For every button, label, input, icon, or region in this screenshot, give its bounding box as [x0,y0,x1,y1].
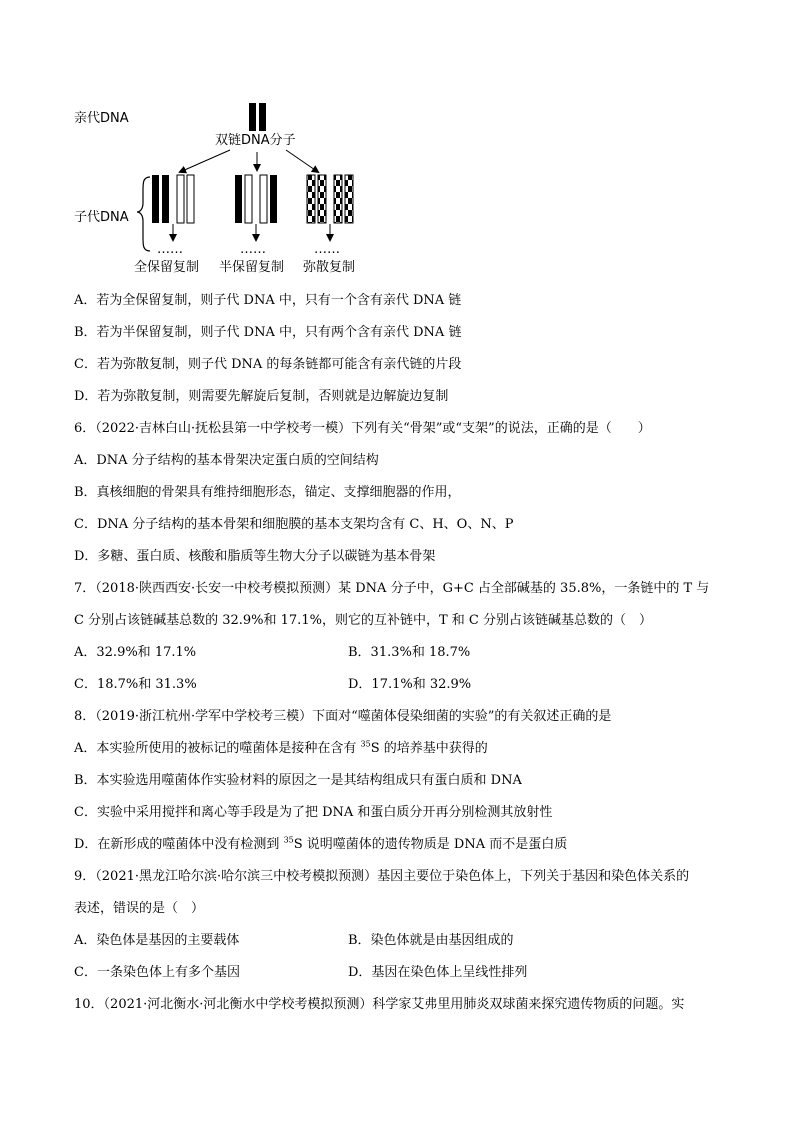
q9-stem-line2: 表述，错误的是（ ） [74,901,205,916]
dna-replication-diagram [0,0,794,290]
q9-option-a: A．染色体是基因的主要载体 [74,933,240,948]
full-conservative-label: 全保留复制 [134,260,200,275]
q8-option-a-text: A．本实验所使用的被标记的噬菌体是接种在含有 [74,741,361,756]
q7-stem-line2: C 分别占该链碱基总数的 32.9%和 17.1%，则它的互补链中，T 和 C 分别占该链碱基总数的（ ） [74,613,652,628]
q6-option-d: D．多糖、蛋白质、核酸和脂质等生物大分子以碳链为基本骨架 [74,549,436,564]
brace-icon [137,177,150,251]
arrow-to-full [180,150,230,172]
q8-option-d [74,836,567,854]
q10-stem-line1: 10．（2021·河北衡水·河北衡水中学校考模拟预测）科学家艾弗里用肺炎双球菌来探究遗传物质的问题。实 [74,997,685,1012]
q7-stem-line1: 7．（2018·陕西西安·长安一中校考模拟预测）某 DNA 分子中，G+C 占全部碱基的 35.8%，一条链中的 T 与 [74,581,710,596]
q8-option-d-text-end: S 说明噬菌体的遗传物质是 DNA 而不是蛋白质 [293,837,568,852]
isotope-superscript: 35 [360,739,371,749]
q8-stem: 8．（2019·浙江杭州·学军中学校考三模）下面对“噬菌体侵染细菌的实验”的有关叙述正确的是 [74,709,612,724]
q8-option-c: C．实验中采用搅拌和离心等手段是为了把 DNA 和蛋白质分开再分别检测其放射性 [74,805,553,820]
ellipsis-semi: …… [240,242,266,257]
q5-option-b: B．若为半保留复制，则子代 DNA 中，只有两个含有亲代 DNA 链 [74,325,462,340]
q6-stem: 6．（2022·吉林白山·抚松县第一中学校考一模）下列有关“骨架”或“支架”的说法，正确的是（ ） [74,421,651,436]
q9-option-d: D．基因在染色体上呈线性排列 [348,965,528,980]
q6-option-a: A．DNA 分子结构的基本骨架决定蛋白质的空间结构 [74,453,379,468]
q9-option-b: B．染色体就是由基因组成的 [348,933,514,948]
isotope-superscript: 35 [283,835,294,845]
replication-diagram-graphic [0,0,794,290]
q8-option-b: B．本实验选用噬菌体作实验材料的原因之一是其结构组成只有蛋白质和 DNA [74,773,522,788]
q7-option-a: A．32.9%和 17.1% [74,645,197,660]
q5-option-d: D．若为弥散复制，则需要先解旋后复制，否则就是边解旋边复制 [74,389,449,404]
parent-dna-label: 亲代DNA [74,111,129,126]
full-conservative-children [152,175,194,223]
q8-option-a [74,740,488,758]
ellipsis-full: …… [157,242,183,257]
q9-stem-line1: 9．（2021·黑龙江哈尔滨·哈尔滨三中校考模拟预测）基因主要位于染色体上，下列关于基因和染色体关系的 [74,869,690,884]
dispersive-label: 弥散复制 [303,260,356,275]
q7-option-d: D．17.1%和 32.9% [348,677,472,692]
q6-option-b: B．真核细胞的骨架具有维持细胞形态，锚定、支撑细胞器的作用， [74,485,461,500]
q8-option-a-text-end: S 的培养基中获得的 [370,741,488,756]
q7-option-b: B．31.3%和 18.7% [348,645,471,660]
q9-option-c: C．一条染色体上有多个基因 [74,965,240,980]
q6-option-c: C．DNA 分子结构的基本骨架和细胞膜的基本支架均含有 C、H、O、N、P [74,517,514,532]
semi-conservative-children [235,175,277,223]
double-strand-label: 双链DNA分子 [215,133,296,148]
q5-option-c: C．若为弥散复制，则子代 DNA 的每条链都可能含有亲代链的片段 [74,357,462,372]
parent-dna-molecule [249,103,266,131]
dispersive-children [307,175,353,223]
q8-option-d-text: D．在新形成的噬菌体中没有检测到 [74,837,284,852]
arrow-to-dispersive [286,150,318,172]
child-dna-label: 子代DNA [74,210,129,225]
q7-option-c: C．18.7%和 31.3% [74,677,197,692]
ellipsis-dispersive: …… [314,242,340,257]
semi-conservative-label: 半保留复制 [219,260,285,275]
q5-option-a: A．若为全保留复制，则子代 DNA 中，只有一个含有亲代 DNA 链 [74,293,462,308]
